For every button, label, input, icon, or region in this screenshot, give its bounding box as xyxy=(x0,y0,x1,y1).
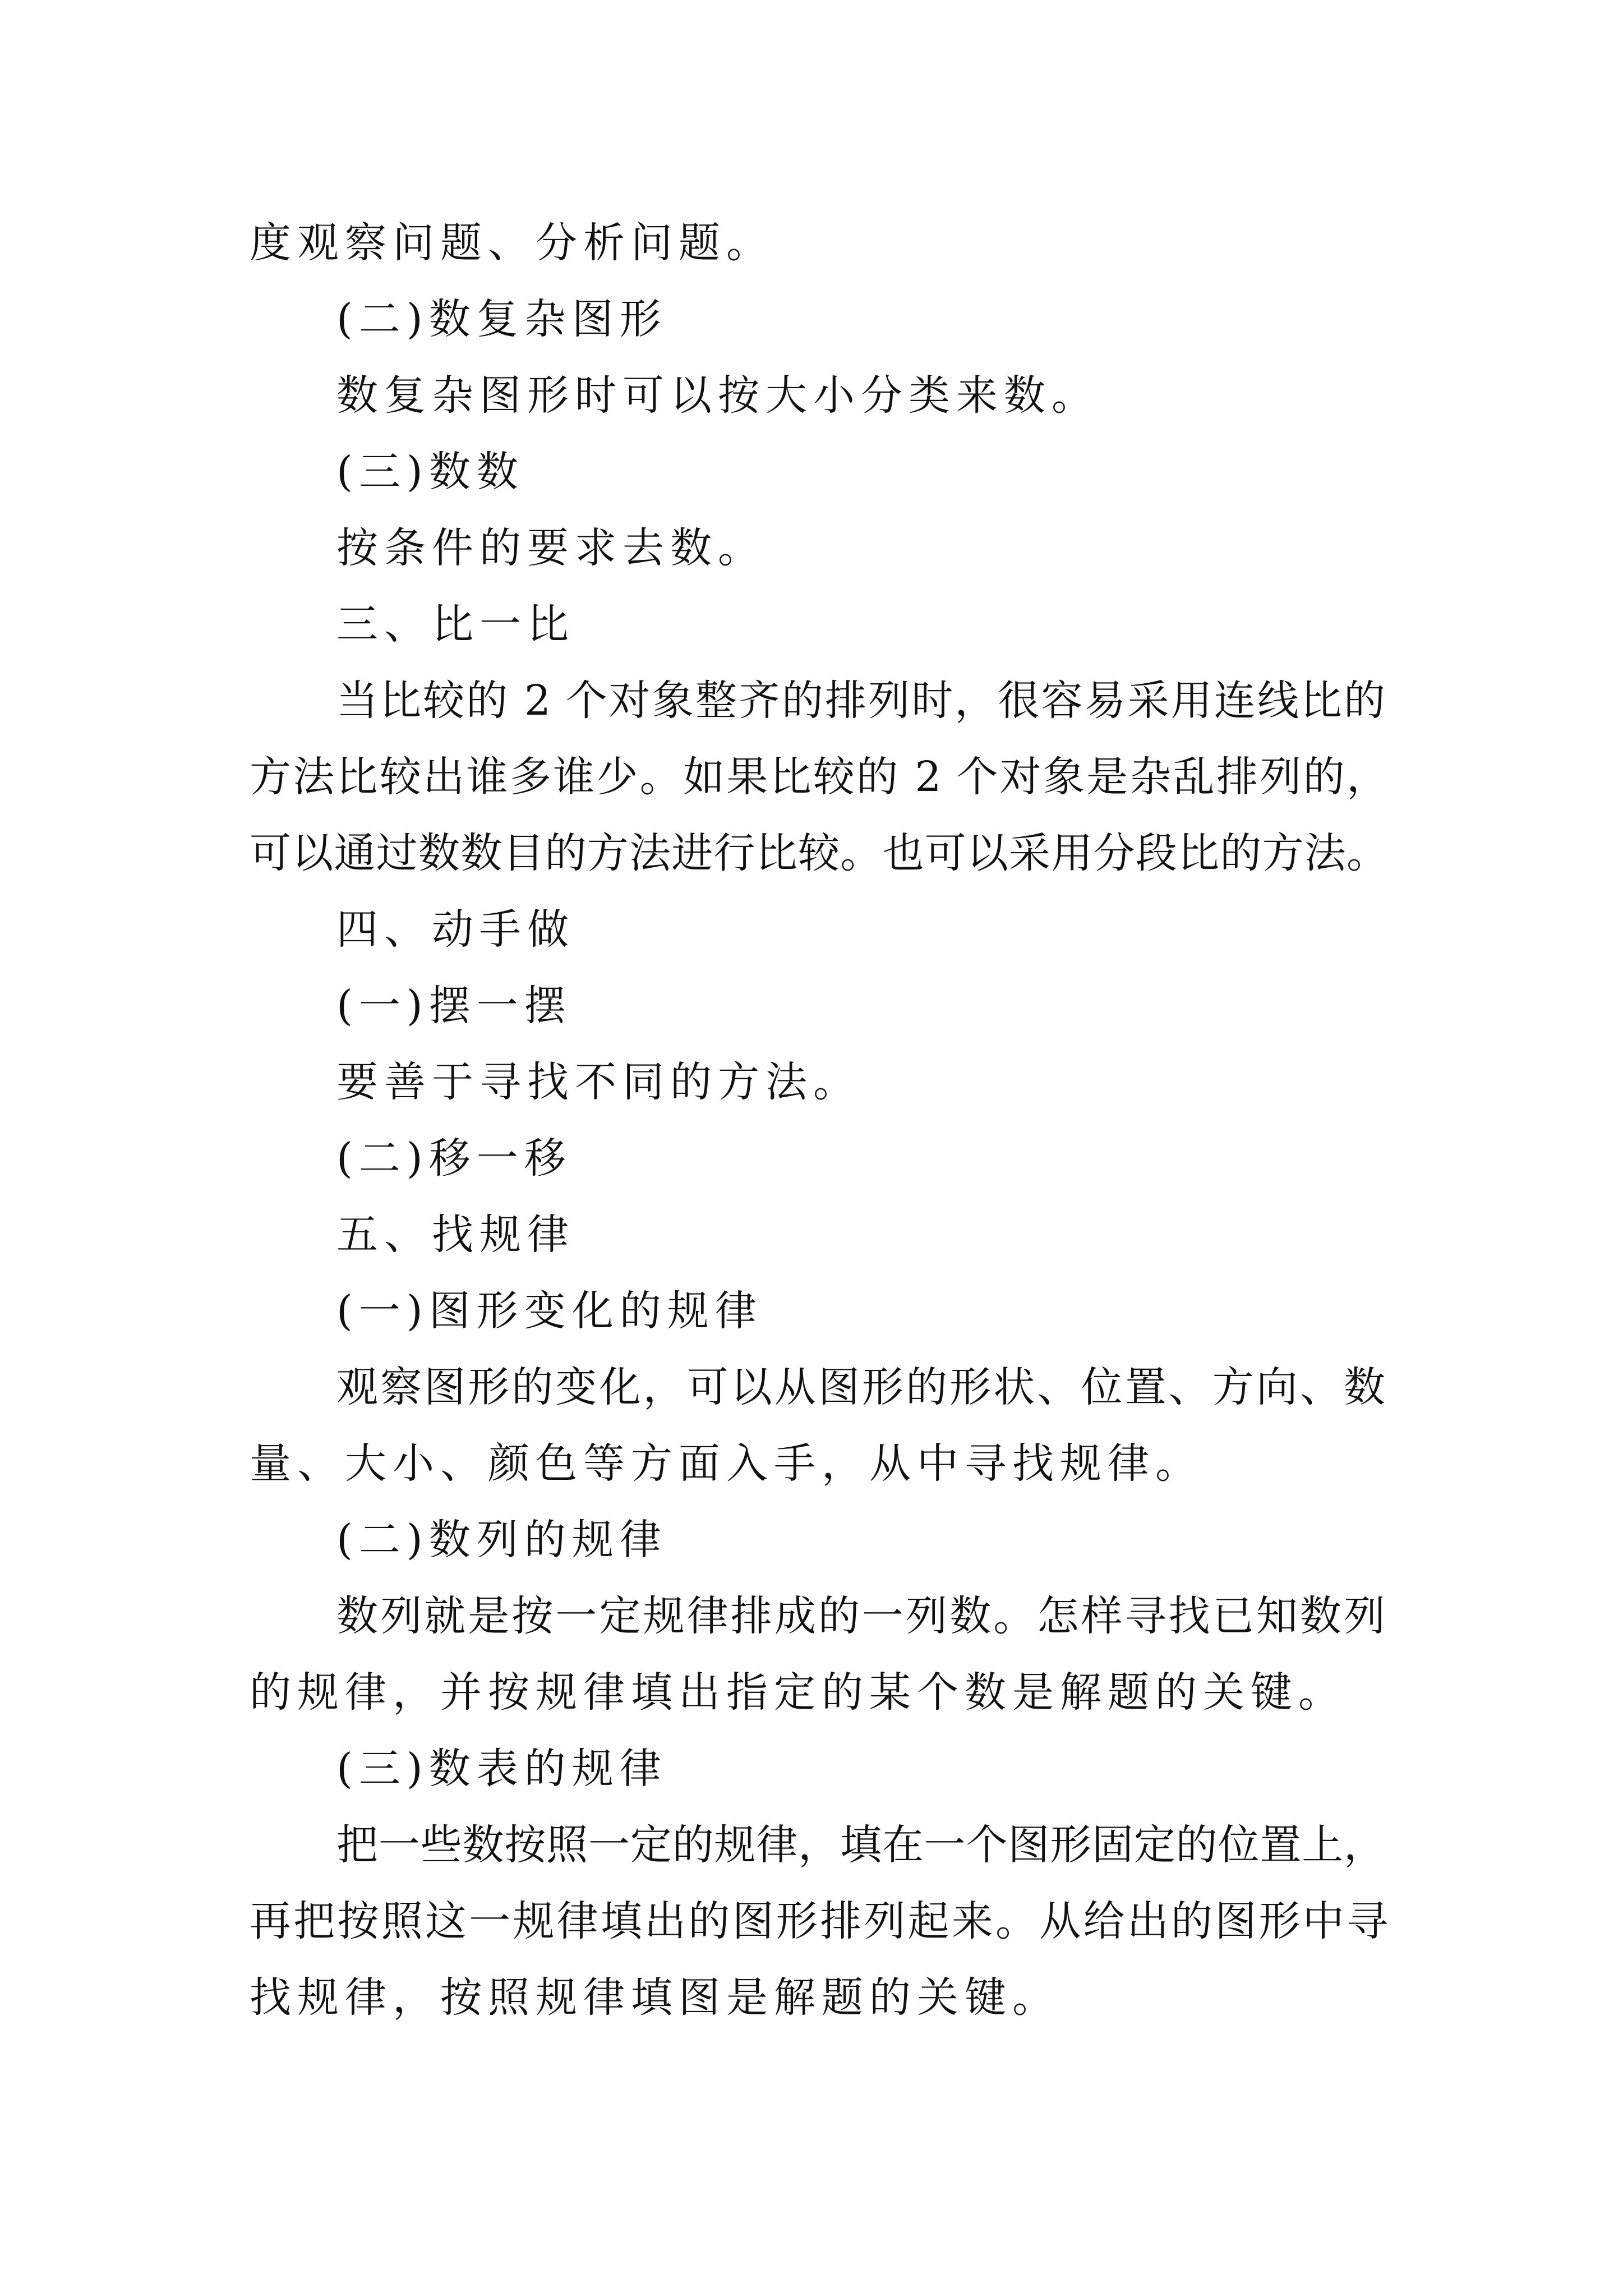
paragraph-line: 数列就是按一定规律排成的一列数。怎样寻找已知数列 xyxy=(336,1592,1385,1640)
paragraph-continuation-line: 度观察问题、分析问题。 xyxy=(250,219,774,267)
paragraph-line: 找规律，按照规律填图是解题的关键。 xyxy=(250,1973,1060,2022)
subheading-table-patterns: (三)数表的规律 xyxy=(336,1745,667,1793)
paragraph-line: 当比较的 2 个对象整齐的排列时，很容易采用连线比的 xyxy=(336,677,1385,725)
subheading-move: (二)移一移 xyxy=(336,1134,572,1182)
paragraph-line: 再把按照这一规律填出的图形排列起来。从给出的图形中寻 xyxy=(250,1897,1388,1945)
paragraph-line: 数复杂图形时可以按大小分类来数。 xyxy=(336,371,1099,420)
paragraph-line: 把一些数按照一定的规律，填在一个图形固定的位置上， xyxy=(336,1821,1385,1869)
paragraph-line: 量、大小、颜色等方面入手，从中寻找规律。 xyxy=(250,1439,1203,1488)
subheading-count-complex-figures: (二)数复杂图形 xyxy=(336,295,667,343)
paragraph-line: 观察图形的变化，可以从图形的形状、位置、方向、数 xyxy=(336,1363,1385,1411)
heading-compare: 三、比一比 xyxy=(336,600,575,648)
paragraph-line: 按条件的要求去数。 xyxy=(336,524,766,572)
paragraph-line: 可以通过数数目的方法进行比较。也可以采用分段比的方法。 xyxy=(250,829,1388,877)
paragraph-line: 要善于寻找不同的方法。 xyxy=(336,1058,861,1106)
heading-hands-on: 四、动手做 xyxy=(336,905,575,954)
paragraph-line: 方法比较出谁多谁少。如果比较的 2 个对象是杂乱排列的， xyxy=(250,753,1388,801)
heading-find-patterns: 五、找规律 xyxy=(336,1211,575,1259)
paragraph-line: 的规律，并按规律填出指定的某个数是解题的关键。 xyxy=(250,1668,1346,1717)
subheading-figure-patterns: (一)图形变化的规律 xyxy=(336,1287,763,1335)
subheading-counting: (三)数数 xyxy=(336,448,524,496)
subheading-sequence-patterns: (二)数列的规律 xyxy=(336,1516,667,1564)
subheading-arrange: (一)摆一摆 xyxy=(336,982,572,1030)
